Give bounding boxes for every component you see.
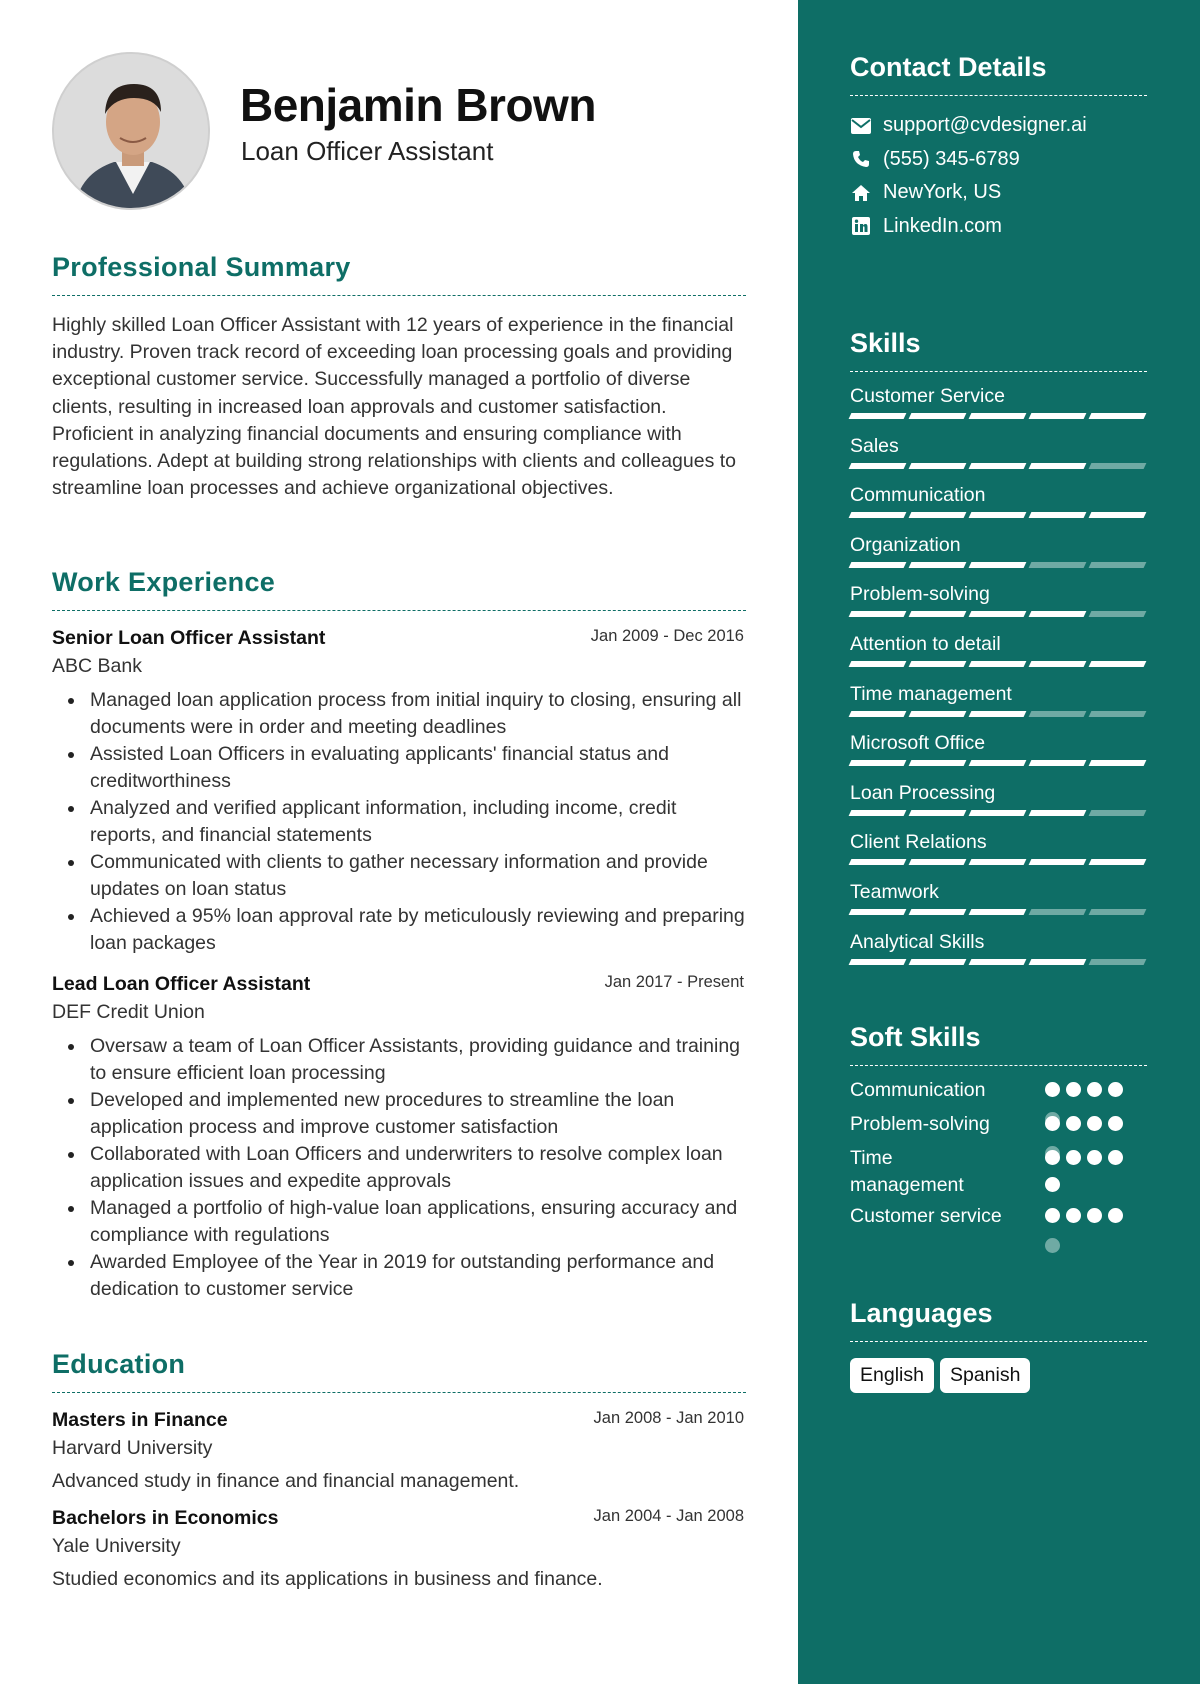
skill-bar-segment xyxy=(1089,810,1147,816)
skill-level-bar xyxy=(850,413,1147,419)
rating-dot xyxy=(1087,1082,1102,1097)
skill-bar-segment xyxy=(909,909,967,915)
rating-dot xyxy=(1108,1150,1123,1165)
job-org: ABC Bank xyxy=(52,655,142,677)
skill-bar-segment xyxy=(849,859,907,865)
skill-bar-segment xyxy=(849,611,907,617)
job-date: Jan 2009 - Dec 2016 xyxy=(590,627,744,645)
list-item: Achieved a 95% loan approval rate by meticulously reviewing and preparing loan packages xyxy=(52,903,746,957)
skill-bar-segment xyxy=(1089,463,1147,469)
home-icon xyxy=(850,182,872,204)
skill-bar-segment xyxy=(1029,611,1087,617)
education-date: Jan 2004 - Jan 2008 xyxy=(593,1507,744,1525)
rating-dot xyxy=(1045,1116,1060,1131)
job-org: DEF Credit Union xyxy=(52,1001,205,1023)
skill-label: Attention to detail xyxy=(850,632,1001,655)
job-bullets xyxy=(52,687,746,957)
divider xyxy=(52,610,746,611)
languages-section xyxy=(850,1298,1147,1393)
skill-level-bar xyxy=(850,959,1147,965)
skill-bar-segment xyxy=(909,512,967,518)
skill-bar-segment xyxy=(849,512,907,518)
skill-item xyxy=(850,433,1147,483)
skill-bar-segment xyxy=(1029,413,1087,419)
rating-dot xyxy=(1045,1150,1060,1165)
skill-bar-segment xyxy=(969,611,1027,617)
soft-skill-item xyxy=(850,1111,1147,1145)
sidebar xyxy=(798,0,1200,1684)
skill-bar-segment xyxy=(1029,909,1087,915)
list-item: Collaborated with Loan Officers and underwriters to resolve complex loan application issues and expedite approvals xyxy=(52,1141,746,1195)
skill-item xyxy=(850,631,1147,681)
rating-dot xyxy=(1045,1208,1060,1223)
list-item: Awarded Employee of the Year in 2019 for outstanding performance and dedication to customer service xyxy=(52,1249,746,1303)
skill-bar-segment xyxy=(1089,611,1147,617)
rating-dot xyxy=(1108,1208,1123,1223)
skill-bar-segment xyxy=(1029,711,1087,717)
soft-skill-item xyxy=(850,1145,1147,1203)
section-heading: Work Experience xyxy=(52,567,276,597)
skill-item xyxy=(850,482,1147,532)
education-description: Advanced study in finance and financial management. xyxy=(52,1470,520,1492)
divider xyxy=(850,95,1147,96)
skill-label: Time management xyxy=(850,682,1012,705)
rating-dot xyxy=(1045,1177,1060,1192)
skill-item xyxy=(850,829,1147,879)
language-tag: English xyxy=(850,1358,934,1393)
soft-skill-item xyxy=(850,1077,1147,1111)
section-heading: Education xyxy=(52,1349,186,1379)
skill-label: Analytical Skills xyxy=(850,930,985,953)
skill-bar-segment xyxy=(909,711,967,717)
skill-bar-segment xyxy=(1029,562,1087,568)
job-role: Senior Loan Officer Assistant xyxy=(52,627,326,649)
summary-section xyxy=(52,252,746,502)
skill-bar-segment xyxy=(909,810,967,816)
degree: Bachelors in Economics xyxy=(52,1507,279,1529)
skill-bar-segment xyxy=(969,512,1027,518)
education-section xyxy=(52,1349,746,1591)
divider xyxy=(850,1341,1147,1342)
skill-item xyxy=(850,581,1147,631)
list-item: Developed and implemented new procedures to streamline the loan application process and improve customer satisfaction xyxy=(52,1087,746,1141)
skill-item xyxy=(850,929,1147,979)
degree: Masters in Finance xyxy=(52,1409,228,1431)
section-heading: Professional Summary xyxy=(52,252,351,282)
skill-bar-segment xyxy=(909,661,967,667)
skill-level-bar xyxy=(850,859,1147,865)
skill-bar-segment xyxy=(909,413,967,419)
skill-bar-segment xyxy=(849,562,907,568)
education-date: Jan 2008 - Jan 2010 xyxy=(593,1409,744,1427)
skill-bar-segment xyxy=(1029,760,1087,766)
contact-location xyxy=(850,176,1147,210)
skill-level-bar xyxy=(850,661,1147,667)
skill-bar-segment xyxy=(969,413,1027,419)
contact-section xyxy=(850,52,1147,243)
skill-bar-segment xyxy=(849,909,907,915)
skill-item xyxy=(850,383,1147,433)
rating-dot xyxy=(1066,1082,1081,1097)
section-heading: Soft Skills xyxy=(850,1022,981,1052)
avatar xyxy=(52,52,210,210)
skill-bar-segment xyxy=(969,859,1027,865)
rating-dot xyxy=(1045,1238,1060,1253)
skill-label: Loan Processing xyxy=(850,781,996,804)
school: Harvard University xyxy=(52,1437,213,1459)
language-tag: Spanish xyxy=(940,1358,1030,1393)
skill-bar-segment xyxy=(969,661,1027,667)
phone-text: (555) 345-6789 xyxy=(883,147,1020,170)
list-item: Managed loan application process from initial inquiry to closing, ensuring all documents were in order and meeting deadlines xyxy=(52,687,746,741)
skill-level-bar xyxy=(850,463,1147,469)
skill-bar-segment xyxy=(1029,959,1087,965)
skill-bar-segment xyxy=(849,760,907,766)
skill-bar-segment xyxy=(849,810,907,816)
skill-bar-segment xyxy=(909,463,967,469)
profile-photo xyxy=(54,54,210,210)
skill-bar-segment xyxy=(1089,760,1147,766)
contact-email[interactable] xyxy=(850,109,1147,143)
skill-bar-segment xyxy=(909,562,967,568)
school: Yale University xyxy=(52,1535,181,1557)
skill-bar-segment xyxy=(969,810,1027,816)
rating-dot xyxy=(1045,1082,1060,1097)
skill-item xyxy=(850,681,1147,731)
list-item: Assisted Loan Officers in evaluating applicants' financial status and creditworthiness xyxy=(52,741,746,795)
education-description: Studied economics and its applications in business and finance. xyxy=(52,1568,603,1590)
skill-bar-segment xyxy=(1089,661,1147,667)
skill-bar-segment xyxy=(1029,463,1087,469)
section-heading: Skills xyxy=(850,328,921,358)
skill-bar-segment xyxy=(1089,859,1147,865)
section-heading: Contact Details xyxy=(850,52,1047,82)
soft-skill-label: Communication xyxy=(850,1079,986,1101)
skill-bar-segment xyxy=(909,959,967,965)
list-item: Analyzed and verified applicant information, including income, credit reports, and financial statements xyxy=(52,795,746,849)
rating-dot xyxy=(1066,1208,1081,1223)
skill-bar-segment xyxy=(849,463,907,469)
skill-level-bar xyxy=(850,562,1147,568)
skill-bar-segment xyxy=(969,959,1027,965)
language-tags xyxy=(850,1358,1147,1393)
resume-header xyxy=(52,52,752,210)
section-heading: Languages xyxy=(850,1298,993,1328)
skill-label: Communication xyxy=(850,484,986,507)
email-text: support@cvdesigner.ai xyxy=(883,114,1087,137)
skill-bar-segment xyxy=(1089,512,1147,518)
contact-linkedin[interactable] xyxy=(850,210,1147,244)
skill-bar-segment xyxy=(1089,909,1147,915)
skill-bar-segment xyxy=(1089,711,1147,717)
soft-skills-section xyxy=(850,1022,1147,1237)
education-entry xyxy=(52,1507,746,1591)
skill-label: Organization xyxy=(850,533,961,556)
skill-bar-segment xyxy=(1029,512,1087,518)
divider xyxy=(850,371,1147,372)
rating-dot xyxy=(1108,1116,1123,1131)
skill-label: Client Relations xyxy=(850,831,987,854)
skill-level-bar xyxy=(850,611,1147,617)
soft-skill-item xyxy=(850,1203,1147,1237)
candidate-name: Benjamin Brown xyxy=(240,79,596,131)
job-entry xyxy=(52,973,746,1303)
skill-level-bar xyxy=(850,711,1147,717)
skill-item xyxy=(850,879,1147,929)
list-item: Managed a portfolio of high-value loan applications, ensuring accuracy and compliance with regulations xyxy=(52,1195,746,1249)
soft-skill-label: Problem-solving xyxy=(850,1113,990,1135)
skill-bar-segment xyxy=(1089,959,1147,965)
rating-dot xyxy=(1087,1208,1102,1223)
divider xyxy=(850,1065,1147,1066)
soft-skills-list xyxy=(850,1077,1147,1237)
skill-level-bar xyxy=(850,760,1147,766)
soft-skill-label: Customer service xyxy=(850,1205,1002,1227)
skill-bar-segment xyxy=(969,463,1027,469)
skill-bar-segment xyxy=(909,611,967,617)
summary-text: Highly skilled Loan Officer Assistant with 12 years of experience in the financial industry. Proven track record of exceeding loan processing goals and providing exceptional customer service. Successfully managed a portfolio of diverse clients, resulting in increased loan approvals and customer satisfaction. Proficient in analyzing financial documents and ensuring compliance with regulations. Adept at building strong relationships with clients and colleagues to streamline loan processes and achieve organizational objectives. xyxy=(52,314,737,500)
linkedin-text: LinkedIn.com xyxy=(883,214,1002,237)
skill-bar-segment xyxy=(849,413,907,419)
skill-item xyxy=(850,780,1147,830)
list-item: Communicated with clients to gather necessary information and provide updates on loan status xyxy=(52,849,746,903)
rating-dot xyxy=(1087,1116,1102,1131)
skill-label: Problem-solving xyxy=(850,583,990,606)
skill-bar-segment xyxy=(909,760,967,766)
location-text: NewYork, US xyxy=(883,181,1002,204)
skill-bar-segment xyxy=(1029,810,1087,816)
skill-label: Sales xyxy=(850,434,899,457)
education-entry xyxy=(52,1409,746,1493)
rating-dot xyxy=(1066,1150,1081,1165)
skill-bar-segment xyxy=(969,562,1027,568)
rating-dot xyxy=(1066,1116,1081,1131)
job-entry xyxy=(52,627,746,957)
skill-level-bar xyxy=(850,512,1147,518)
skill-bar-segment xyxy=(969,909,1027,915)
skills-list xyxy=(850,383,1147,978)
skill-label: Teamwork xyxy=(850,880,939,903)
skill-label: Customer Service xyxy=(850,385,1005,407)
skill-bar-segment xyxy=(1029,859,1087,865)
job-bullets xyxy=(52,1033,746,1303)
skill-bar-segment xyxy=(849,661,907,667)
job-date: Jan 2017 - Present xyxy=(604,973,744,991)
divider xyxy=(52,1392,746,1393)
envelope-icon xyxy=(850,115,872,137)
rating-dot xyxy=(1108,1082,1123,1097)
skill-bar-segment xyxy=(849,959,907,965)
soft-skill-label: Time management xyxy=(850,1147,964,1196)
skill-level-bar xyxy=(850,810,1147,816)
skill-item xyxy=(850,532,1147,582)
skill-bar-segment xyxy=(969,760,1027,766)
linkedin-icon xyxy=(850,215,872,237)
skill-bar-segment xyxy=(1089,562,1147,568)
skill-bar-segment xyxy=(849,711,907,717)
skill-bar-segment xyxy=(1089,413,1147,419)
skill-level-bar xyxy=(850,909,1147,915)
experience-section xyxy=(52,567,746,1303)
skills-section xyxy=(850,328,1147,978)
contact-phone[interactable] xyxy=(850,143,1147,177)
skill-bar-segment xyxy=(909,859,967,865)
skill-label: Microsoft Office xyxy=(850,732,986,755)
phone-icon xyxy=(850,148,872,170)
skill-bar-segment xyxy=(1029,661,1087,667)
skill-bar-segment xyxy=(969,711,1027,717)
job-role: Lead Loan Officer Assistant xyxy=(52,973,311,995)
candidate-title: Loan Officer Assistant xyxy=(241,136,494,166)
skill-item xyxy=(850,730,1147,780)
divider xyxy=(52,295,746,296)
list-item: Oversaw a team of Loan Officer Assistants, providing guidance and training to ensure efficient loan processing xyxy=(52,1033,746,1087)
rating-dot xyxy=(1087,1150,1102,1165)
